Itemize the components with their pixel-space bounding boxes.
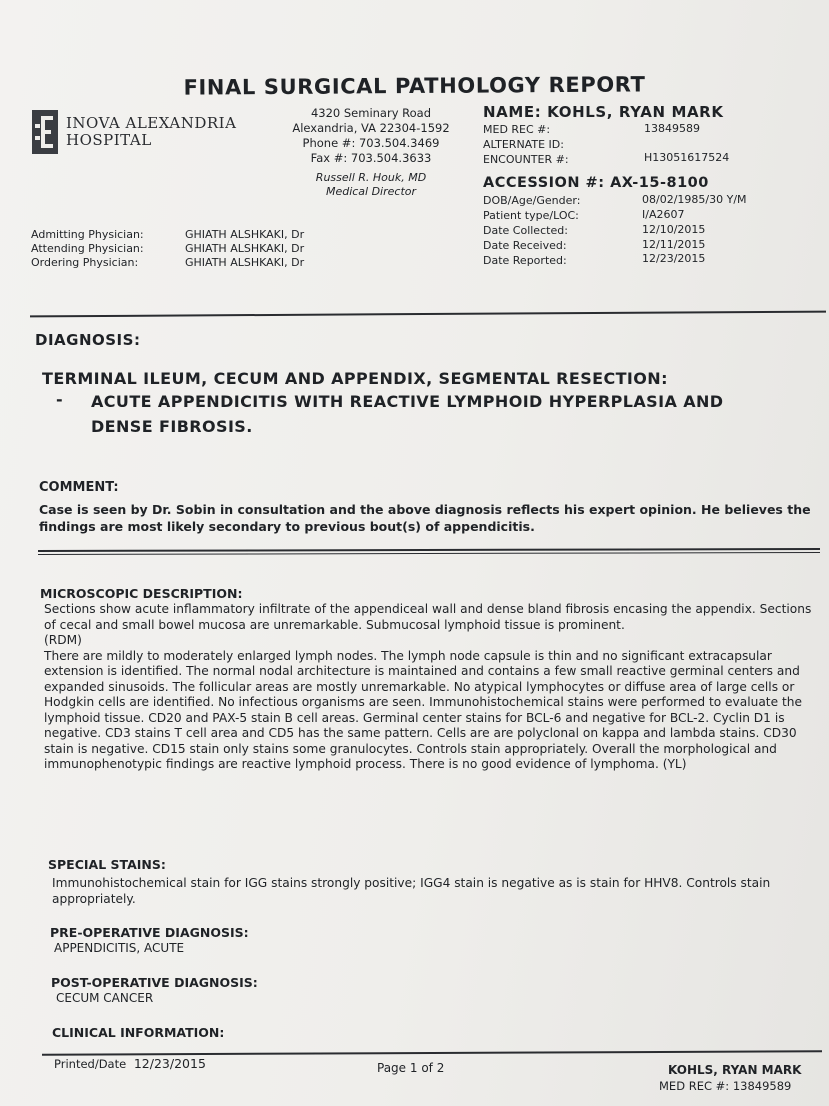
address-line1: 4320 Seminary Road xyxy=(310,106,432,120)
physicians xyxy=(31,227,351,273)
microscopic-paragraph-1: Sections show acute inflammatory infiltrate of the appendiceal wall and dense bland fibrosis encasing the appendix. Sections of cecal and small bowel mucosa are unremarkable. Submucosal lymphoid tissue is prominent. xyxy=(44,602,812,632)
ordering-physician-value: GHIATH ALSHKAKI, Dr xyxy=(185,256,305,269)
hospital-fax: Fax #: 703.504.3633 xyxy=(310,151,432,165)
diagnosis-main: TERMINAL ILEUM, CECUM AND APPENDIX, SEGMENTAL RESECTION: xyxy=(42,369,668,388)
accession-value: AX-15-8100 xyxy=(610,175,709,191)
case-details xyxy=(483,193,783,273)
accession-label: ACCESSION #: xyxy=(483,175,605,191)
encounter-value: H13051617524 xyxy=(644,151,730,164)
printed-date xyxy=(54,1056,206,1071)
patient-ids xyxy=(483,122,783,168)
divider-middle-2 xyxy=(38,552,820,555)
accession-number xyxy=(483,175,709,191)
patient-name-label: NAME: xyxy=(483,103,542,121)
printed-date-value: 12/23/2015 xyxy=(133,1056,206,1071)
admitting-physician-value: GHIATH ALSHKAKI, Dr xyxy=(185,228,305,241)
date-reported-value: 12/23/2015 xyxy=(642,252,706,265)
hospital-name-line2: HOSPITAL xyxy=(66,131,152,149)
patient-name-value: KOHLS, RYAN MARK xyxy=(547,103,724,121)
date-received-value: 12/11/2015 xyxy=(642,238,706,251)
date-collected-value: 12/10/2015 xyxy=(642,223,706,236)
date-reported-label: Date Reported: xyxy=(483,254,567,267)
diagnosis-bullet: - xyxy=(56,390,63,409)
printed-date-label: Printed/Date xyxy=(54,1057,127,1071)
footer-med-rec xyxy=(659,1079,791,1093)
special-stains-heading: SPECIAL STAINS: xyxy=(48,857,166,872)
report-title: FINAL SURGICAL PATHOLOGY REPORT xyxy=(183,72,646,100)
pre-op-heading: PRE-OPERATIVE DIAGNOSIS: xyxy=(50,925,249,940)
dob-value: 08/02/1985/30 Y/M xyxy=(642,193,747,206)
medical-director xyxy=(282,171,460,199)
comment-text: Case is seen by Dr. Sobin in consultation and the above diagnosis reflects his expert opinion. He believes the findings are most likely secondary to previous bout(s) of appendicitis. xyxy=(39,502,811,534)
address-line2: Alexandria, VA 22304-1592 xyxy=(292,121,450,135)
date-received-label: Date Received: xyxy=(483,239,567,252)
hospital-address xyxy=(282,106,460,166)
encounter-label: ENCOUNTER #: xyxy=(483,153,569,166)
footer-patient-name: KOHLS, RYAN MARK xyxy=(668,1063,802,1077)
clinical-info-heading: CLINICAL INFORMATION: xyxy=(52,1025,225,1040)
attending-physician-label: Attending Physician: xyxy=(31,242,144,255)
dob-label: DOB/Age/Gender: xyxy=(483,194,581,207)
med-rec-label: MED REC #: xyxy=(483,123,551,136)
microscopic-paragraph-2: There are mildly to moderately enlarged lymph nodes. The lymph node capsule is thin and no significant extracapsular extension is identified. The normal nodal architecture is maintained and contains a few small reactive germinal centers and expanded sinusoids. The follicular areas are mostly unremarkable. No atypical lymphocytes or diffuse area of large cells or Hodgkin cells are identified. No infectious organisms are seen. Immunohistochemical stains were performed to evaluate the lymphoid tissue. CD20 and PAX-5 stain B cell areas. Germinal center stains for BCL-6 and negative for BCL-2. Cyclin D1 is negative. CD3 stains T cell area and CD5 has the same pattern. Cells are are polyclonal on kappa and lambda stains. CD30 stain is negative. CD15 stain only stains some granulocytes. Controls stain appropriately. Overall the morphological and immunophenotypic findings are reactive lymphoid process. There is no good evidence of lymphoma. (YL) xyxy=(44,648,802,771)
patient-type-value: I/A2607 xyxy=(642,208,685,221)
hospital-name xyxy=(66,115,236,149)
patient-type-label: Patient type/LOC: xyxy=(483,209,579,222)
pre-op-text: APPENDICITIS, ACUTE xyxy=(54,941,185,955)
post-op-text: CECUM CANCER xyxy=(56,991,154,1005)
comment-heading: COMMENT: xyxy=(39,480,119,495)
post-op-heading: POST-OPERATIVE DIAGNOSIS: xyxy=(51,975,258,990)
ordering-physician-label: Ordering Physician: xyxy=(31,256,139,269)
director-name: Russell R. Houk, MD xyxy=(315,171,427,184)
attending-physician-value: GHIATH ALSHKAKI, Dr xyxy=(185,242,305,255)
med-rec-value: 13849589 xyxy=(644,122,700,135)
special-stains-text: Immunohistochemical stain for IGG stains strongly positive; IGG4 stain is negative as is stain for HHV8. Controls stain appropriately. xyxy=(52,876,771,906)
microscopic-description xyxy=(44,602,824,773)
director-title: Medical Director xyxy=(325,185,417,198)
alternate-id-label: ALTERNATE ID: xyxy=(483,138,564,151)
hospital-phone: Phone #: 703.504.3469 xyxy=(302,136,440,150)
page-number: Page 1 of 2 xyxy=(377,1061,445,1075)
diagnosis-heading: DIAGNOSIS: xyxy=(35,331,141,349)
footer-rule xyxy=(42,1050,822,1055)
hospital-logo-icon xyxy=(32,110,58,154)
microscopic-heading: MICROSCOPIC DESCRIPTION: xyxy=(40,586,243,601)
divider-top xyxy=(30,311,826,318)
admitting-physician-label: Admitting Physician: xyxy=(31,228,144,241)
hospital-name-line1: INOVA ALEXANDRIA xyxy=(66,114,237,132)
footer-med-rec-label: MED REC #: xyxy=(659,1079,730,1093)
microscopic-initials-1: (RDM) xyxy=(44,633,82,647)
diagnosis-detail: ACUTE APPENDICITIS WITH REACTIVE LYMPHOID HYPERPLASIA AND DENSE FIBROSIS. xyxy=(91,392,724,436)
date-collected-label: Date Collected: xyxy=(483,224,568,237)
patient-name xyxy=(483,103,724,121)
footer-med-rec-value: 13849589 xyxy=(732,1079,792,1093)
